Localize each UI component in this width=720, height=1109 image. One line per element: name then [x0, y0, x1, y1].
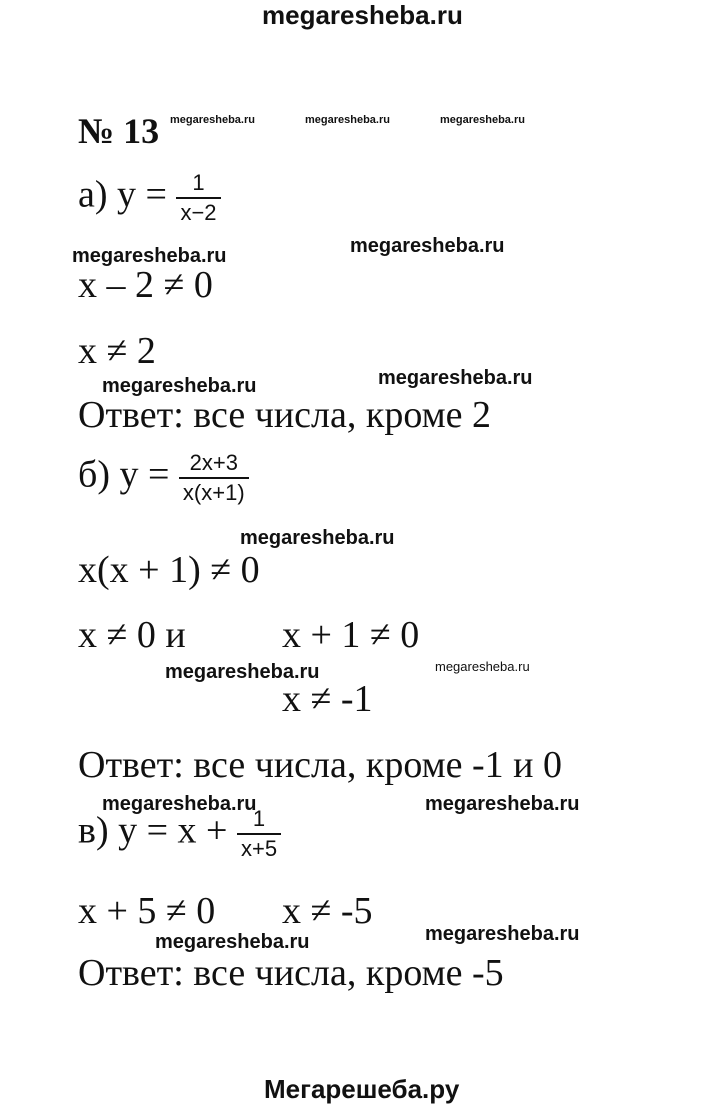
part-a-fraction [176, 172, 220, 224]
part-v-line1a: x + 5 ≠ 0 [78, 890, 216, 932]
part-b-label: б) y = [78, 453, 170, 496]
watermark: megaresheba.ru [425, 793, 580, 815]
watermark: megaresheba.ru [305, 114, 390, 126]
part-b-answer: Ответ: все числа, кроме -1 и 0 [78, 744, 562, 786]
part-a-line1: x – 2 ≠ 0 [78, 264, 213, 306]
watermark: megaresheba.ru [378, 367, 533, 389]
watermark: megaresheba.ru [435, 659, 530, 674]
watermark: megaresheba.ru [440, 114, 525, 126]
header-site: megaresheba.ru [262, 0, 463, 30]
part-b-fraction [179, 452, 249, 504]
part-v-fraction [237, 808, 281, 860]
part-a-line2: x ≠ 2 [78, 330, 156, 372]
part-b-line2b: x + 1 ≠ 0 [282, 614, 420, 656]
part-a-equation [78, 172, 221, 224]
fraction-numerator: 1 [252, 806, 266, 831]
task-number: № 13 [78, 111, 160, 151]
fraction-numerator: 2x+3 [189, 450, 238, 475]
fraction-numerator: 1 [192, 170, 205, 195]
fraction-denominator: x−2 [176, 197, 220, 224]
watermark: megaresheba.ru [155, 931, 310, 953]
fraction-denominator: x+5 [237, 833, 281, 860]
part-v-line1b: x ≠ -5 [282, 890, 373, 932]
part-a-label: а) y = [78, 173, 167, 216]
part-v-label: в) y = x + [78, 809, 228, 852]
watermark: megaresheba.ru [102, 375, 257, 397]
part-b-line3: x ≠ -1 [282, 678, 373, 720]
part-v-equation [78, 808, 281, 860]
part-b-line2a: x ≠ 0 и [78, 614, 186, 656]
watermark: megaresheba.ru [165, 661, 320, 683]
part-b-line1: x(x + 1) ≠ 0 [78, 549, 260, 591]
part-b-equation [78, 452, 249, 504]
watermark: megaresheba.ru [240, 527, 395, 549]
watermark: megaresheba.ru [102, 793, 257, 815]
part-v-answer: Ответ: все числа, кроме -5 [78, 952, 504, 994]
watermark: megaresheba.ru [350, 235, 505, 257]
part-a-answer: Ответ: все числа, кроме 2 [78, 394, 492, 436]
watermark: megaresheba.ru [170, 114, 255, 126]
watermark: megaresheba.ru [72, 245, 227, 267]
watermark: megaresheba.ru [425, 923, 580, 945]
footer-site: Мегарешеба.ру [264, 1074, 460, 1104]
fraction-denominator: x(x+1) [179, 477, 249, 504]
